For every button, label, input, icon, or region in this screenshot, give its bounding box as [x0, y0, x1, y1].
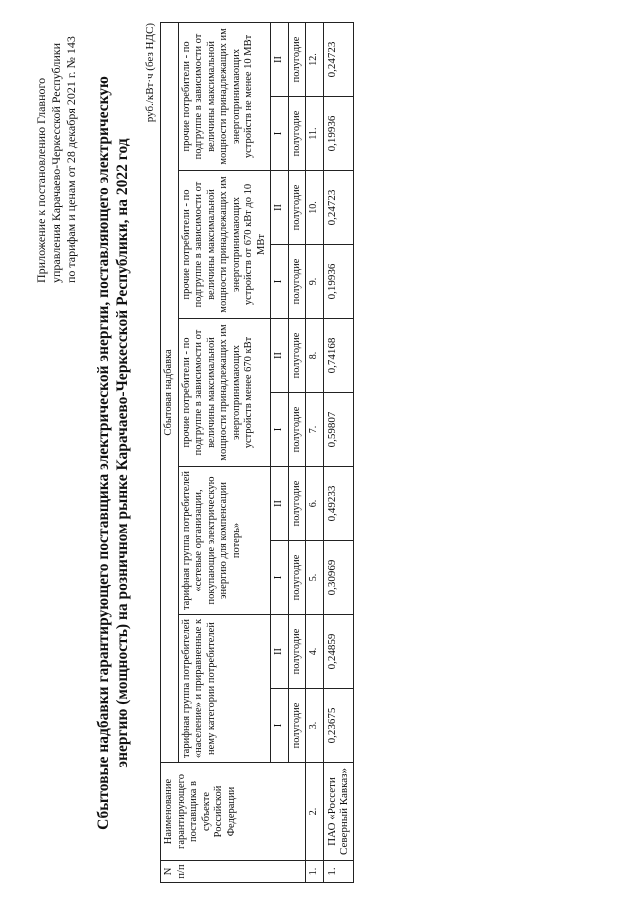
appendix-note — [34, 33, 79, 283]
supplier-name: ПАО «Россети Северный Кавказ» — [323, 762, 353, 860]
header-num: N п/п — [161, 860, 306, 882]
half-i: I — [271, 96, 289, 170]
half-label: полугодие — [288, 96, 306, 170]
half-label: полугодие — [288, 614, 306, 688]
column-number: 9. — [306, 244, 324, 318]
table-row — [323, 22, 353, 882]
half-ii: II — [271, 318, 289, 392]
value-cell: 0,59807 — [323, 392, 353, 466]
half-label: полугодие — [288, 688, 306, 762]
header-group-network: тарифная группа потребителей «сетевые организации, покупающие электрическую энергию для компенсации потерь» — [178, 466, 271, 614]
half-label: полугодие — [288, 466, 306, 540]
half-ii: II — [271, 614, 289, 688]
column-number: 12. — [306, 22, 324, 96]
half-label: полугодие — [288, 170, 306, 244]
header-group-lt670: прочие потребители - по подгруппе в зависимости от величины максимальной мощности принадлежащих им энергопринимающих устройств менее 670 кВт — [178, 318, 271, 466]
value-cell: 0,23675 — [323, 688, 353, 762]
half-ii: II — [271, 22, 289, 96]
appendix-line-2: управления Карачаево-Черкесской Республики — [49, 42, 63, 283]
column-number: 6. — [306, 466, 324, 540]
column-number: 3. — [306, 688, 324, 762]
value-cell: 0,24723 — [323, 170, 353, 244]
document-title — [94, 13, 132, 893]
header-supplier-name: Наименование гарантирующего поставщика в субъекте Российской Федерации — [161, 762, 306, 860]
appendix-line-3: по тарифам и ценам от 28 декабря 2021 г. № 143 — [64, 35, 78, 283]
column-number: 5. — [306, 540, 324, 614]
column-number: 10. — [306, 170, 324, 244]
value-cell: 0,30969 — [323, 540, 353, 614]
value-cell: 0,19936 — [323, 244, 353, 318]
half-label: полугодие — [288, 244, 306, 318]
header-markup: Сбытовая надбавка — [161, 22, 179, 762]
column-number-row — [306, 22, 324, 882]
half-ii: II — [271, 466, 289, 540]
half-i: I — [271, 688, 289, 762]
half-label: полугодие — [288, 22, 306, 96]
half-label: полугодие — [288, 392, 306, 466]
header-group-population: тарифная группа потребителей «население» и приравненные к нему категории потребителей — [178, 614, 271, 762]
value-cell: 0,19936 — [323, 96, 353, 170]
document-page — [20, 13, 620, 893]
column-number: 7. — [306, 392, 324, 466]
column-number: 1. — [306, 860, 324, 882]
column-number: 11. — [306, 96, 324, 170]
title-line-1: Сбытовые надбавки гарантирующего поставщика электрической энергии, поставляющего электрическую — [95, 75, 112, 830]
value-cell: 0,49233 — [323, 466, 353, 540]
column-number: 2. — [306, 762, 324, 860]
row-num: 1. — [323, 860, 353, 882]
value-cell: 0,74168 — [323, 318, 353, 392]
half-label: полугодие — [288, 540, 306, 614]
value-cell: 0,24723 — [323, 22, 353, 96]
half-i: I — [271, 392, 289, 466]
half-i: I — [271, 540, 289, 614]
value-cell: 0,24859 — [323, 614, 353, 688]
half-label: полугодие — [288, 318, 306, 392]
column-number: 4. — [306, 614, 324, 688]
title-line-2: энергию (мощность) на розничном рынке Карачаево-Черкесской Республики, на 2022 год — [114, 137, 131, 768]
half-ii: II — [271, 170, 289, 244]
markup-table — [160, 21, 354, 882]
header-group-670-10: прочие потребители - по подгруппе в зависимости от величины максимальной мощности принадлежащих им энергопринимающих устройств от 670 кВт до 10 МВт — [178, 170, 271, 318]
appendix-line-1: Приложение к постановлению Главного — [34, 77, 48, 283]
header-group-gt10: прочие потребители - по подгруппе в зависимости от величины максимальной мощности принадлежащих им энергопринимающих устройств не менее 10 МВт — [178, 22, 271, 170]
unit-label: руб./кВт·ч (без НДС) — [144, 22, 156, 122]
column-number: 8. — [306, 318, 324, 392]
half-i: I — [271, 244, 289, 318]
